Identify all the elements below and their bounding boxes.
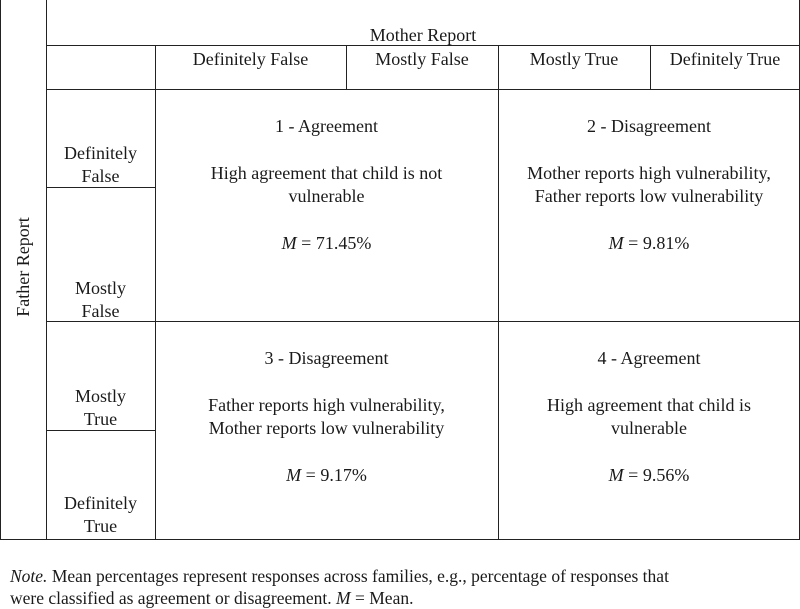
quadrant-description: vulnerable [288,186,365,206]
quadrant-title: 3 - Disagreement [264,348,389,368]
quadrant-mean: M = 9.56% [608,465,690,485]
quadrant-description: High agreement that child is [547,395,751,415]
row-header [46,385,155,431]
mother-report-header: Mother Report [369,25,477,45]
quadrant-mean: M = 9.17% [286,465,367,485]
quadrant-mean: M = 71.45% [281,233,372,253]
grid-line [46,89,800,90]
row-header-line: Mostly [74,386,126,406]
row-header-line: Mostly [74,278,126,298]
quadrant-4 [498,347,800,487]
grid-line [0,539,800,540]
column-header: Definitely True [669,49,781,69]
row-header-line: Definitely [64,143,137,163]
column-header: Mostly False [375,49,469,69]
row-header-line: Definitely [64,493,137,513]
quadrant-title: 2 - Disagreement [587,116,711,136]
row-header [46,277,155,323]
quadrant-description: High agreement that child is not [210,163,443,183]
note-line: Note. Mean percentages represent responses across families, e.g., percentage of responses that [10,566,669,586]
row-header-line: False [81,166,120,186]
grid-line [0,0,1,539]
quadrant-description: Mother reports low vulnerability [208,418,445,438]
row-header [46,142,155,188]
quadrant-title: 1 - Agreement [275,116,378,136]
quadrant-description: Father reports high vulnerability, [208,395,445,415]
note-label: Note. [10,566,48,586]
grid-line [46,0,47,539]
quadrant-description: Mother reports high vulnerability, [527,163,771,183]
column-header: Definitely False [192,49,309,69]
row-header-line: True [83,409,118,429]
quadrant-mean: M = 9.81% [608,233,690,253]
figure-note [10,565,795,609]
note-line: were classified as agreement or disagreement. M = Mean. [10,588,414,608]
row-header-line: False [81,301,120,321]
row-header [46,492,155,538]
quadrant-2 [498,115,800,255]
row-header-line: True [83,516,118,536]
quadrant-3 [155,347,498,487]
grid-line [46,321,800,322]
quadrant-1 [155,115,498,255]
quadrant-title: 4 - Agreement [597,348,701,368]
quadrant-description: Father reports low vulnerability [534,186,764,206]
column-header: Mostly True [529,49,619,69]
quadrant-description: vulnerable [611,418,687,438]
father-report-header: Father Report [13,217,33,317]
